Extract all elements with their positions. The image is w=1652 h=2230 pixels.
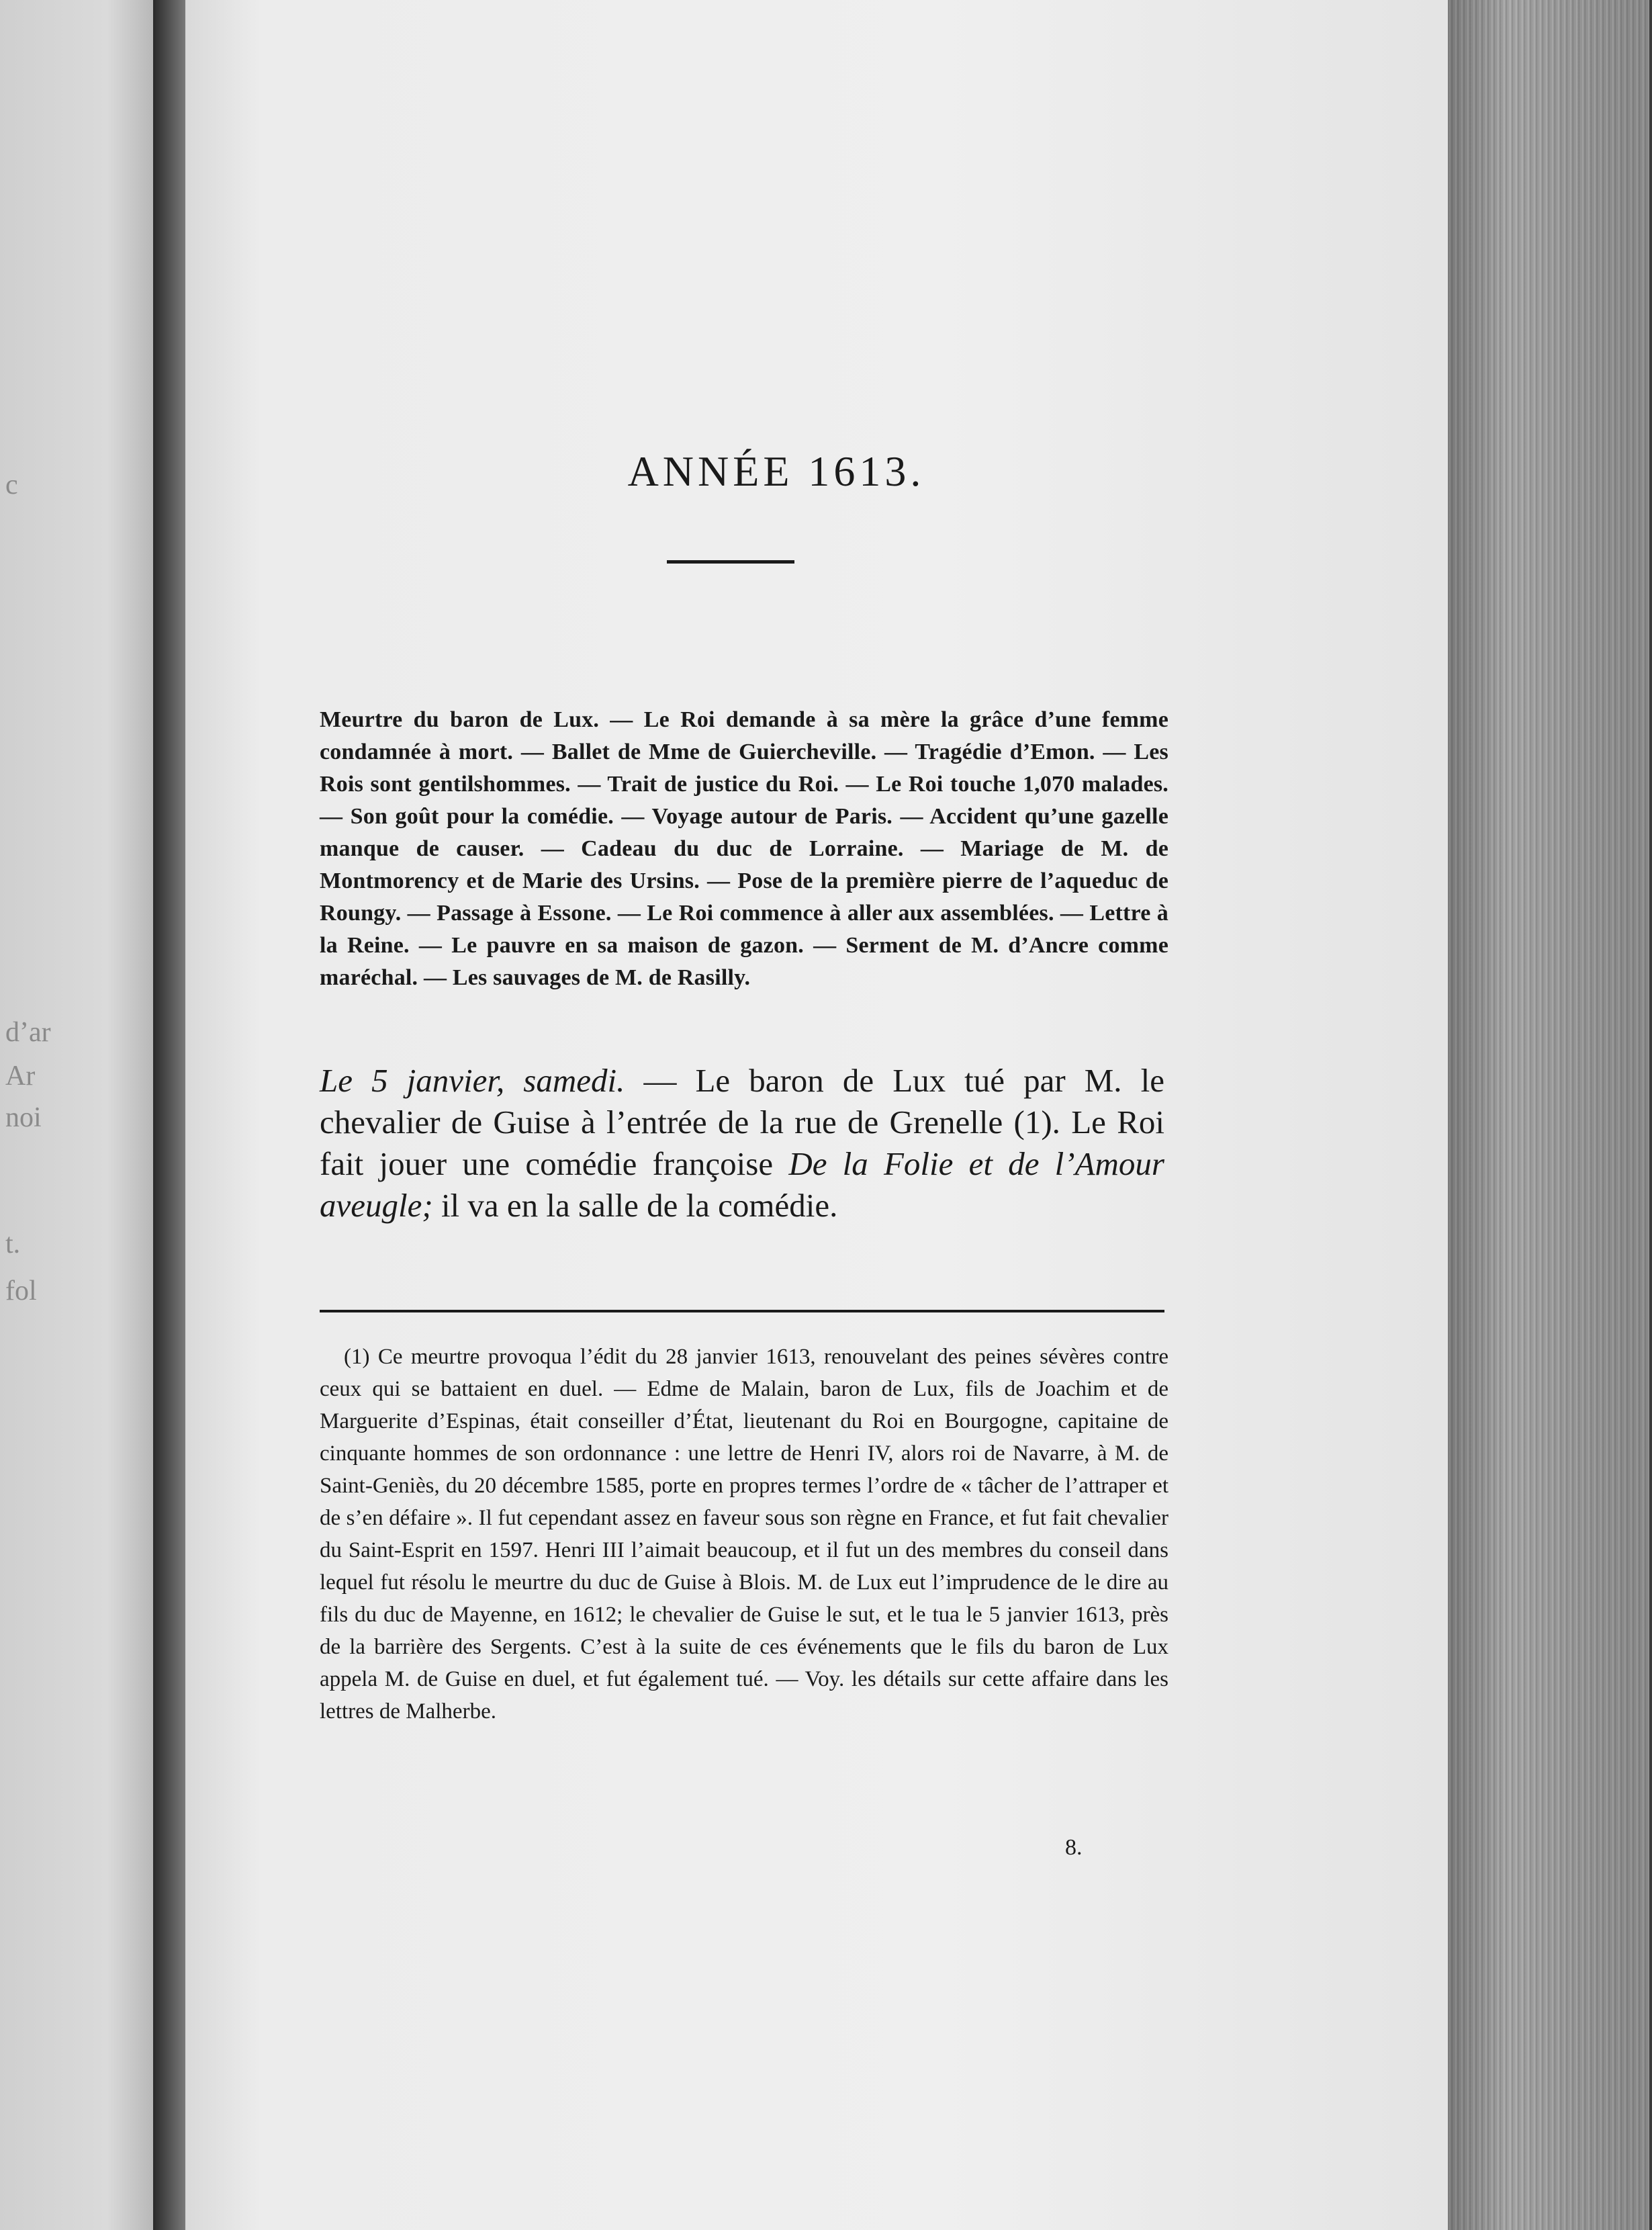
- chapter-summary: [320, 704, 1168, 994]
- play-title: De la Folie et de l’Amour aveugle;: [320, 1145, 1164, 1224]
- book-gutter: [153, 0, 185, 2230]
- entry-text: — Le baron de Lux tué par M. le chevalier de Guise à l’entrée de la rue de Grenelle (1). Le Roi fait jouer une comédie françoise: [320, 1062, 1164, 1182]
- left-fragment: d’ar: [5, 1017, 51, 1048]
- page-title: ANNÉE 1613.: [627, 447, 925, 495]
- left-fragment: c: [5, 470, 18, 500]
- page-stack-shade: [1448, 0, 1649, 2230]
- left-fragment: noi: [5, 1102, 42, 1133]
- left-page-fragments: [0, 0, 153, 2230]
- diary-entry: [320, 1060, 1164, 1226]
- left-fragment: t.: [5, 1229, 21, 1259]
- left-fragment: Ar: [5, 1061, 36, 1091]
- signature-mark: 8.: [1065, 1835, 1083, 1860]
- footnote-rule: [320, 1310, 1164, 1312]
- entry-date: Le 5 janvier, samedi.: [320, 1062, 625, 1099]
- footnote: [320, 1341, 1168, 1728]
- footnote-text: (1) Ce meurtre provoqua l’édit du 28 janvier 1613, renouvelant des peines sévères contre ceux qui se battaient en duel. — Edme de Malain, baron de Lux, fils de Joachim et de Marguerite d’Espinas, était conseiller d’État, lieutenant du Roi en Bourgogne, capitaine de cinquante hommes de son ordonnance : une lettre de Henri IV, alors roi de Navarre, à M. de Saint-Geniès, du 20 décembre 1585, porte en propres termes l’ordre de « tâcher de l’attraper et de s’en défaire ». Il fut cependant assez en faveur sous son règne en France, et fut fait chevalier du Saint-Esprit en 1597. Henri III l’aimait beaucoup, et il fut un des membres du conseil dans lequel fut résolu le meurtre du duc de Guise à Blois. M. de Lux eut l’imprudence de le dire au fils du duc de Mayenne, en 1612; le chevalier de Guise le sut, et le tua le 5 janvier 1613, près de la barrière des Sergents. C’est à la suite de ces événements que le fils du baron de Lux appela M. de Guise en duel, et fut également tué. — Voy. les détails sur cette affaire dans les lettres de Malherbe.: [320, 1345, 1168, 1724]
- left-fragment: fol: [5, 1276, 37, 1306]
- title-rule: [667, 560, 794, 564]
- entry-text-end: il va en la salle de la comédie.: [432, 1187, 838, 1224]
- summary-text: Meurtre du baron de Lux. — Le Roi demande à sa mère la grâce d’une femme condamnée à mort. — Ballet de Mme de Guiercheville. — Tragédie d’Emon. — Les Rois sont gentilshommes. — Trait de justice du Roi. — Le Roi touche 1,070 malades. — Son goût pour la comédie. — Voyage autour de Paris. — Accident qu’une gazelle manque de causer. — Cadeau du duc de Lorraine. — Mariage de M. de Montmorency et de Marie des Ursins. — Pose de la première pierre de l’aqueduc de Roungy. — Passage à Essone. — Le Roi commence à aller aux assemblées. — Lettre à la Reine. — Le pauvre en sa maison de gazon. — Serment de M. d’Ancre comme maréchal. — Les sauvages de M. de Rasilly.: [320, 707, 1168, 990]
